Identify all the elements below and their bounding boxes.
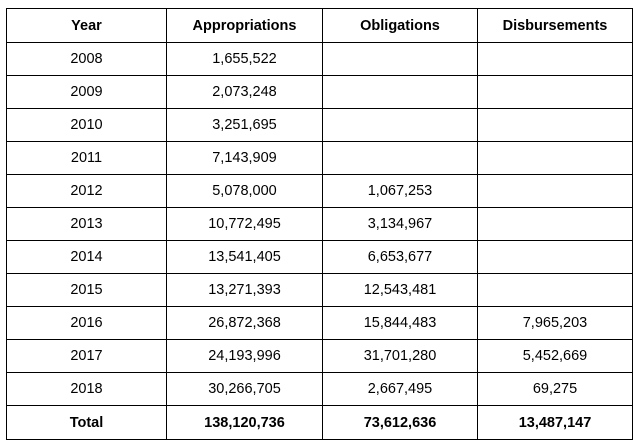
- cell-disbursements: 5,452,669: [478, 340, 633, 373]
- cell-obligations: 15,844,483: [323, 307, 478, 340]
- cell-obligations: 12,543,481: [323, 274, 478, 307]
- table-row: [7, 307, 633, 340]
- cell-year: 2017: [7, 340, 167, 373]
- cell-disbursements: 69,275: [478, 373, 633, 406]
- table-row: [7, 76, 633, 109]
- cell-year: 2014: [7, 241, 167, 274]
- cell-obligations: [323, 76, 478, 109]
- table-row: [7, 43, 633, 76]
- cell-obligations: [323, 109, 478, 142]
- cell-appropriations: 7,143,909: [167, 142, 323, 175]
- table-header: [7, 9, 633, 43]
- table-row: [7, 373, 633, 406]
- cell-disbursements: [478, 175, 633, 208]
- header-row: [7, 9, 633, 43]
- header-appropriations: Appropriations: [167, 9, 323, 43]
- cell-year: 2012: [7, 175, 167, 208]
- cell-appropriations: 1,655,522: [167, 43, 323, 76]
- table-row: [7, 274, 633, 307]
- table-row: [7, 208, 633, 241]
- cell-disbursements: 7,965,203: [478, 307, 633, 340]
- cell-appropriations: 3,251,695: [167, 109, 323, 142]
- cell-appropriations: 30,266,705: [167, 373, 323, 406]
- cell-disbursements: [478, 109, 633, 142]
- cell-disbursements: [478, 76, 633, 109]
- cell-obligations: 1,067,253: [323, 175, 478, 208]
- cell-appropriations: 10,772,495: [167, 208, 323, 241]
- cell-year: 2016: [7, 307, 167, 340]
- total-appropriations: 138,120,736: [167, 406, 323, 440]
- header-year: Year: [7, 9, 167, 43]
- table-row: [7, 175, 633, 208]
- cell-appropriations: 13,541,405: [167, 241, 323, 274]
- cell-obligations: 31,701,280: [323, 340, 478, 373]
- cell-appropriations: 5,078,000: [167, 175, 323, 208]
- total-obligations: 73,612,636: [323, 406, 478, 440]
- cell-appropriations: 26,872,368: [167, 307, 323, 340]
- funding-table: [6, 8, 633, 440]
- cell-year: 2008: [7, 43, 167, 76]
- table-row: [7, 109, 633, 142]
- cell-obligations: 6,653,677: [323, 241, 478, 274]
- cell-year: 2015: [7, 274, 167, 307]
- cell-year: 2018: [7, 373, 167, 406]
- cell-appropriations: 13,271,393: [167, 274, 323, 307]
- cell-disbursements: [478, 43, 633, 76]
- cell-year: 2009: [7, 76, 167, 109]
- cell-appropriations: 24,193,996: [167, 340, 323, 373]
- total-row: [7, 406, 633, 440]
- cell-obligations: [323, 142, 478, 175]
- cell-year: 2013: [7, 208, 167, 241]
- header-obligations: Obligations: [323, 9, 478, 43]
- cell-disbursements: [478, 142, 633, 175]
- cell-disbursements: [478, 241, 633, 274]
- table-row: [7, 142, 633, 175]
- cell-year: 2010: [7, 109, 167, 142]
- table-footer: [7, 406, 633, 440]
- table-body: [7, 43, 633, 406]
- cell-obligations: 2,667,495: [323, 373, 478, 406]
- table-row: [7, 241, 633, 274]
- cell-appropriations: 2,073,248: [167, 76, 323, 109]
- table-row: [7, 340, 633, 373]
- total-disbursements: 13,487,147: [478, 406, 633, 440]
- cell-year: 2011: [7, 142, 167, 175]
- cell-disbursements: [478, 208, 633, 241]
- cell-obligations: [323, 43, 478, 76]
- header-disbursements: Disbursements: [478, 9, 633, 43]
- cell-obligations: 3,134,967: [323, 208, 478, 241]
- total-label: Total: [7, 406, 167, 440]
- cell-disbursements: [478, 274, 633, 307]
